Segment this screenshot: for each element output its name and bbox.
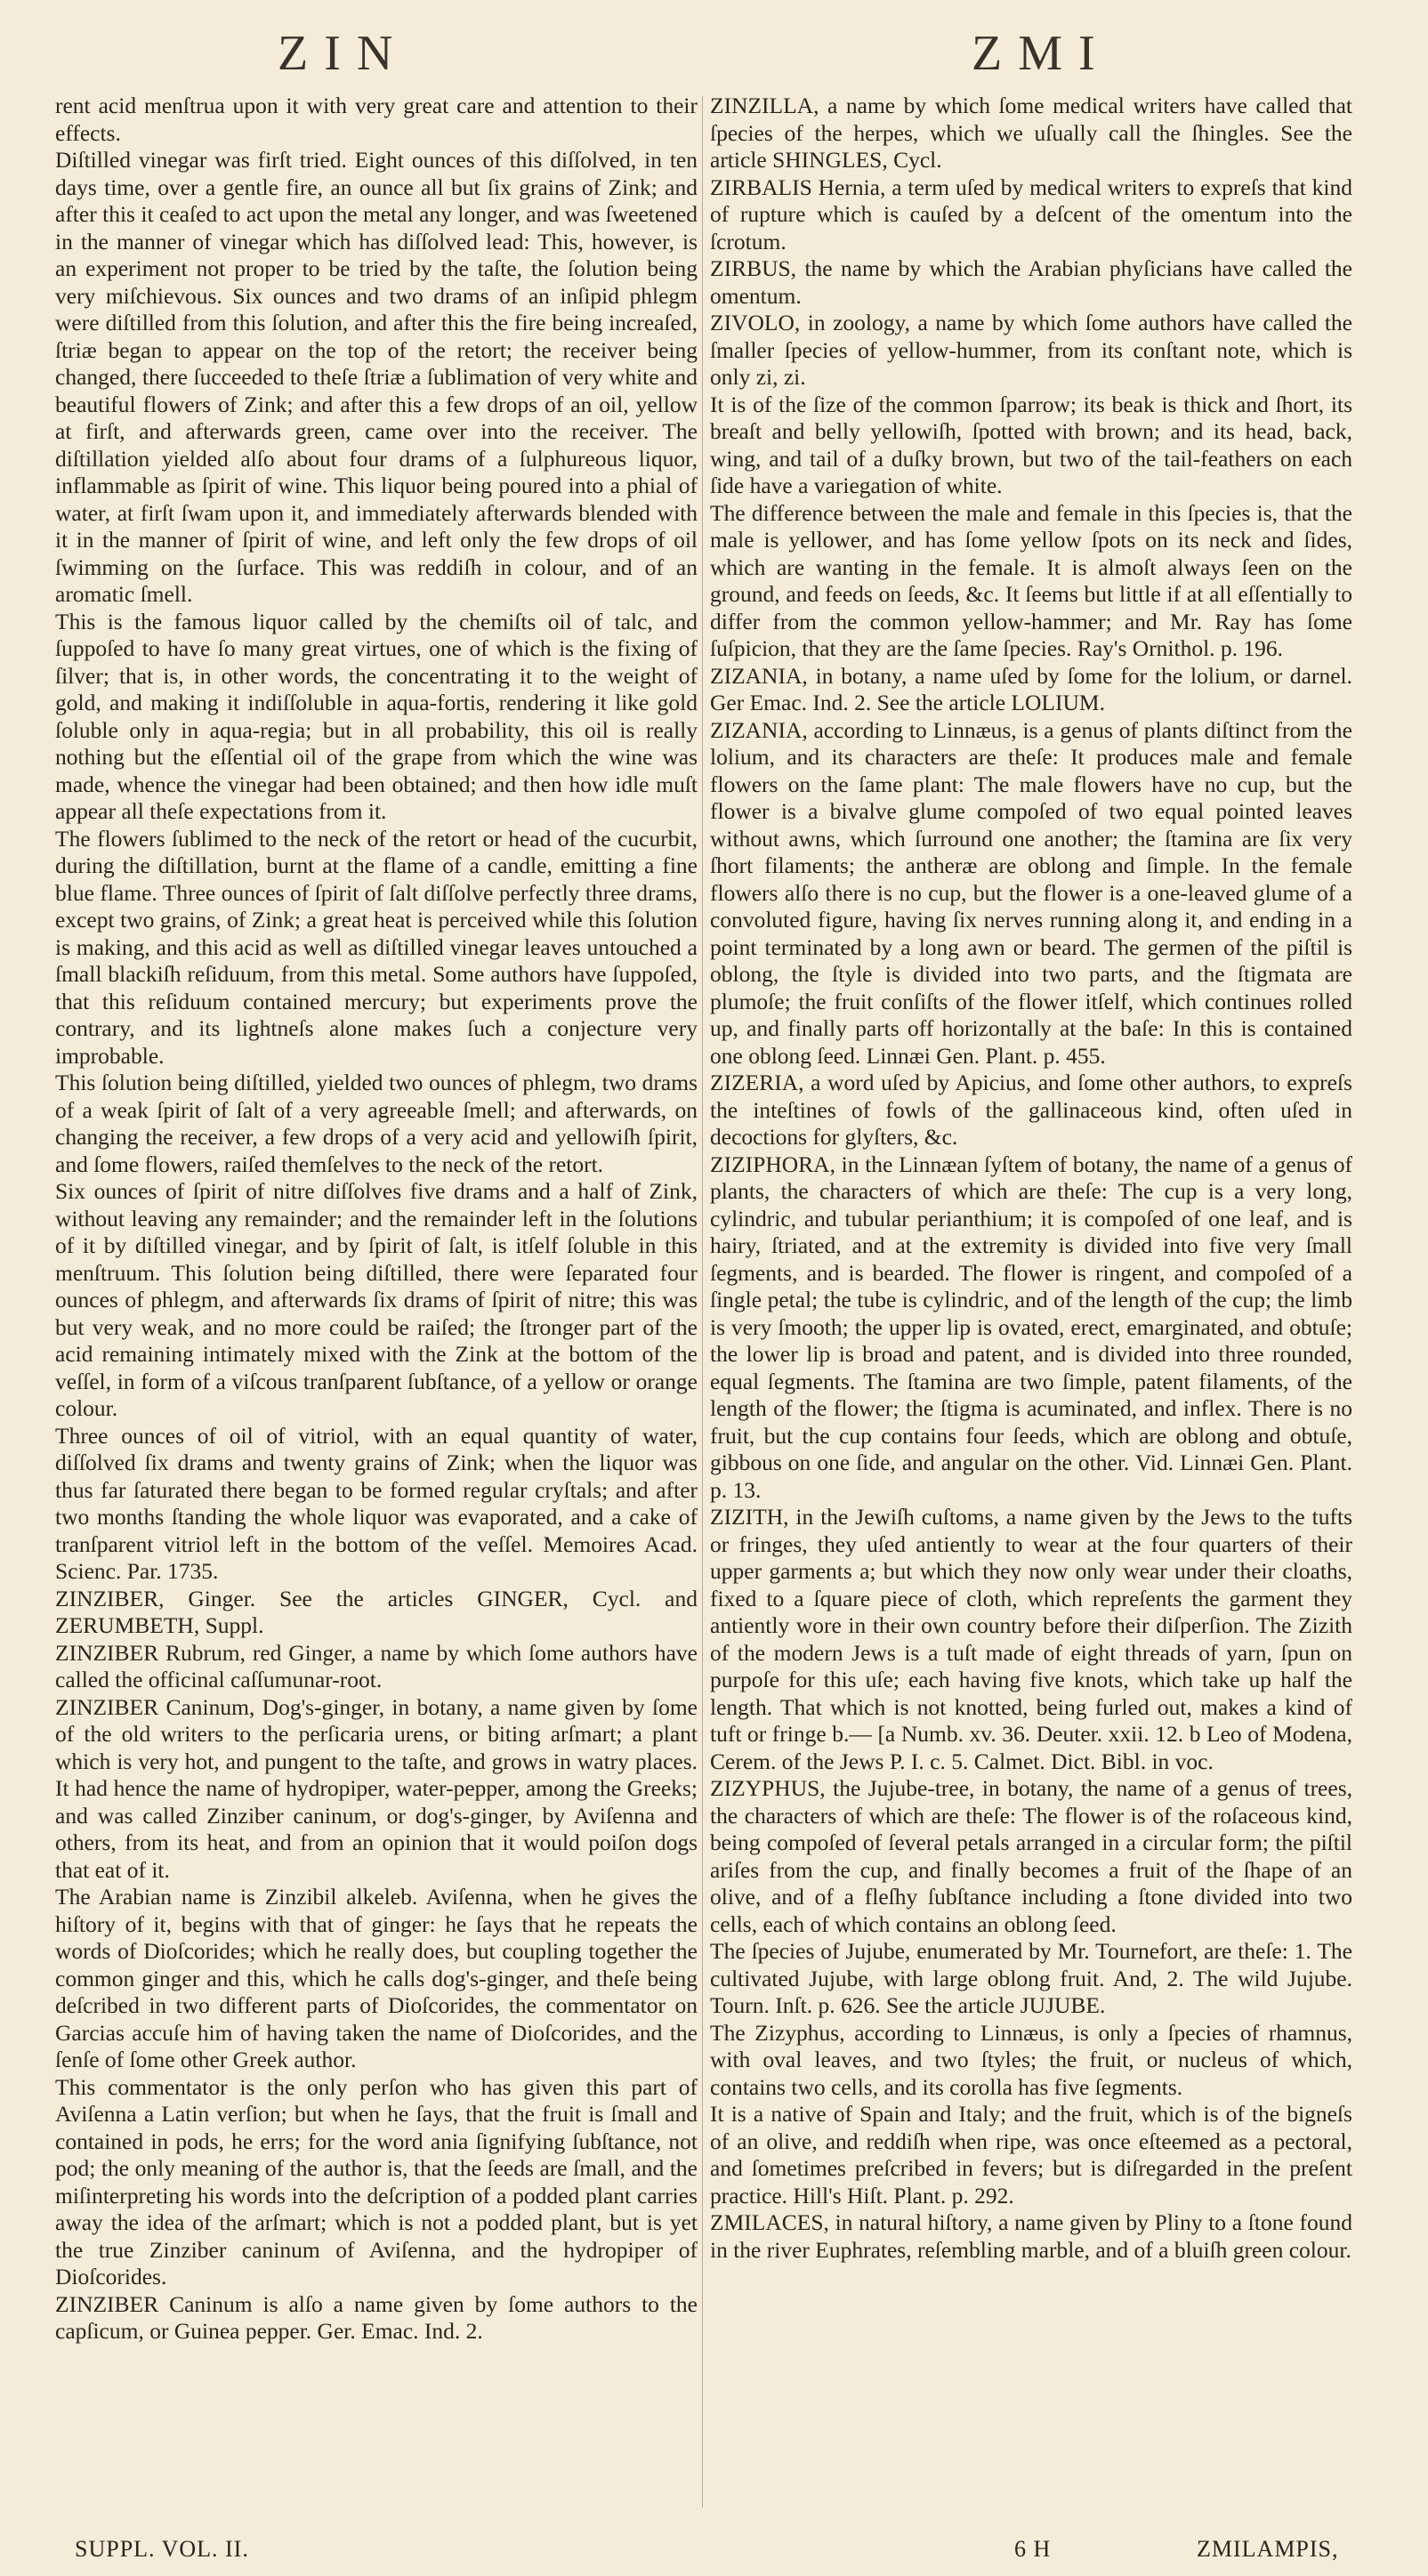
column-divider (702, 96, 703, 2507)
paragraph: This commentator is the only perſon who has given this part of Aviſenna a Latin verſion; but when he ſays, that the fruit is ſmall and contained in pods, he errs; for the word ania ſignifying ſubſtance, not pod; the only meaning of the author is, that the ſeeds are ſmall, and the miſinterpreting his words into the deſcription of a podded plant carries away the idea of the arſmart; which is not a podded plant, but is yet the true Zinziber caninum of Aviſenna, and the hydropiper of Dioſcorides. (55, 2073, 698, 2289)
entry-zirbalis: ZIRBALIS Hernia, a term uſed by medical writers to expreſs that kind of rupture which is cauſed by a deſcent of the omentum into the ſcrotum. (710, 174, 1352, 254)
entry-zirbus: ZIRBUS, the name by which the Arabian phyſicians have called the omentum. (710, 255, 1352, 309)
paragraph: The Arabian name is Zinzibil alkeleb. Aviſenna, when he gives the hiſtory of it, begins with that of ginger: he ſays that he repeats the words of Dioſcorides; which he really does, but coupling together the common ginger and this, which he calls dog's-ginger, and theſe being deſcribed in two different parts of Dioſcorides, the commentator on Garcias accuſe him of having taken the name of Dioſcorides, and the ſenſe of ſome other Greek author. (55, 1884, 698, 2072)
paragraph: This ſolution being diſtilled, yielded two ounces of phlegm, two drams of a weak ſpirit of ſalt of a very agreeable ſmell; and afterwards, on changing the receiver, a few drops of a very acid and yellowiſh ſpirit, and ſome flowers, raiſed themſelves to the neck of the retort. (55, 1070, 698, 1177)
entry-zinziber-caninum: ZINZIBER Caninum, Dog's-ginger, in botany, a name given by ſome of the old writers to the perſicaria urens, or biting arſmart; a plant which is very hot, and pungent to the taſte, and grows in watry places. It had hence the name of hydropiper, water-pepper, among the Greeks; and was called Zinziber caninum, or dog's-ginger, by Aviſenna and others, from its heat, and from an opinion that it would poiſon dogs that eat of it. (55, 1693, 698, 1883)
paragraph: Six ounces of ſpirit of nitre diſſolves five drams and a half of Zink, without leaving any remainder; and the remainder left in the ſolutions of it by diſtilled vinegar, and by ſpirit of ſalt, is itſelf ſoluble in this menſtruum. This ſolution being diſtilled, there were ſeparated four ounces of phlegm, and afterwards ſix drams of ſpirit of nitre; this was but very weak, and no more could be raiſed; the ſtronger part of the acid remaining intimately mixed with the Zink at the bottom of the veſſel, in form of a viſcous tranſparent ſubſtance, of a yellow or orange colour. (55, 1178, 698, 1421)
volume-signature: SUPPL. VOL. II. (75, 2536, 249, 2562)
entry-zizania: ZIZANIA, in botany, a name uſed by ſome for the lolium, or darnel. Ger Emac. Ind. 2. See the article LOLIUM. (710, 662, 1352, 715)
entry-zinziber-rubrum: ZINZIBER Rubrum, red Ginger, a name by which ſome authors have called the officinal caſſumunar-root. (55, 1639, 698, 1692)
running-head-left: ZIN (278, 26, 409, 81)
entry-zmilaces: ZMILACES, in natural hiſtory, a name given by Pliny to a ſtone found in the river Euphrates, reſembling marble, and of a bluiſh green colour. (710, 2209, 1352, 2263)
paragraph: It is a native of Spain and Italy; and the fruit, which is of the bigneſs of an olive, and reddiſh when ripe, was once eſteemed as a pectoral, and ſometimes preſcribed in fevers; but is diſregarded in the preſent practice. Hill's Hiſt. Plant. p. 292. (710, 2101, 1352, 2209)
entry-ziziphora: ZIZIPHORA, in the Linnæan ſyſtem of botany, the name of a genus of plants, the characters of which are theſe: The cup is a very long, cylindric, and tubular perianthium; it is compoſed of one leaf, and is hairy, ſtriated, and at the extremity is divided into five very ſmall ſegments, and is bearded. The flower is ringent, and compoſed of a ſingle petal; the tube is cylindric, and of the length of the cup; the limb is very ſmooth; the upper lip is ovated, erect, emarginated, and obtuſe; the lower lip is broad and patent, and is divided into three rounded, equal ſegments. The ſtamina are two ſimple, patent filaments, of the length of the flower; the ſtigma is acuminated, and inflex. There is no fruit, but the cup contains four ſeeds, which are oblong and obtuſe, gibbous on one ſide, and angular on the other. Vid. Linnæi Gen. Plant. p. 13. (710, 1151, 1352, 1503)
entry-zizyphus: ZIZYPHUS, the Jujube-tree, in botany, the name of a genus of trees, the characters of which are theſe: The flower is of the roſaceous kind, being compoſed of ſeveral petals arranged in a circular form; the piſtil ariſes from the cup, and finally becomes a fruit of the ſhape of an olive, and of a fleſhy ſubſtance including a ſtone divided into two cells, each of which contains an oblong ſeed. (710, 1775, 1352, 1937)
running-head-right: ZMI (972, 26, 1111, 81)
paragraph: The ſpecies of Jujube, enumerated by Mr. Tournefort, are theſe: 1. The cultivated Jujube, with large oblong fruit. And, 2. The wild Jujube. Tourn. Inſt. p. 626. See the article JUJUBE. (710, 1938, 1352, 2018)
entry-zinzilla: ZINZILLA, a name by which ſome medical writers have called that ſpecies of the herpes, which we uſually call the ſhingles. See the article SHINGLES, Cycl. (710, 93, 1352, 173)
catchword: ZMILAMPIS, (1197, 2536, 1339, 2562)
signature-mark: 6 H (1014, 2536, 1052, 2562)
paragraph: Three ounces of oil of vitriol, with an equal quantity of water, diſſolved ſix drams and twenty grains of Zink; when the liquor was thus far ſaturated there began to be formed regular cryſtals; and after two months ſtanding the whole liquor was evaporated, and a cake of tranſparent vitriol left in the bottom of the veſſel. Memoires Acad. Scienc. Par. 1735. (55, 1422, 698, 1584)
entry-zivolo: ZIVOLO, in zoology, a name by which ſome authors have called the ſmaller ſpecies of yellow-hummer, from its conſtant note, which is only zi, zi. (710, 310, 1352, 390)
paragraph: The flowers ſublimed to the neck of the retort or head of the cucurbit, during the diſtillation, burnt at the flame of a candle, emitting a fine blue flame. Three ounces of ſpirit of ſalt diſſolve perfectly three drams, except two grains, of Zink; a great heat is perceived while this ſolution is making, and this acid as well as diſtilled vinegar leaves untouched a ſmall blackiſh reſiduum, from this metal. Some authors have ſuppoſed, that this reſiduum contained mercury; but experiments prove the contrary, and its lightneſs alone makes ſuch a conjecture very improbable. (55, 825, 698, 1069)
paragraph: This is the famous liquor called by the chemiſts oil of talc, and ſuppoſed to have ſo many great virtues, one of which is the fixing of ſilver; that is, in other words, the concentrating it to the weight of gold, and making it indiſſoluble in aqua-fortis, rendering it like gold ſoluble only in aqua-regia; but in all probability, this oil is really nothing but the eſſential oil of the grape from which the wine was made, whence the vinegar had been obtained; and then how idle muſt appear all theſe expectations from it. (55, 608, 698, 824)
entry-zizania-linnaeus: ZIZANIA, according to Linnæus, is a genus of plants diſtinct from the lolium, and its characters are theſe: It produces male and female flowers on the ſame plant: The male flowers have no cup, but the flower is a bivalve glume compoſed of two equal pointed leaves without awns, which ſurround one another; the ſtamina are ſix very ſhort filaments; the antheræ are oblong and ſimple. In the female flowers alſo there is no cup, but the flower is a one-leaved glume of a convoluted figure, having ſix nerves running along it, and ending in a point terminated by a long awn or beard. The germen of the piſtil is oblong, the ſtyle is divided into two parts, and the ſtigmata are plumoſe; the fruit conſiſts of the flower itſelf, which continues rolled up, and finally parts off horizontally at the baſe: In this is contained one oblong ſeed. Linnæi Gen. Plant. p. 455. (710, 716, 1352, 1069)
paragraph: The difference between the male and female in this ſpecies is, that the male is yellower, and has ſome yellow ſpots on its neck and ſides, which are wanting in the female. It is almoſt always ſeen on the ground, and feeds on ſeeds, &c. It ſeems but little if at all eſſentially to differ from the common yellow-hammer; and Mr. Ray has ſome ſuſpicion, that they are the ſame ſpecies. Ray's Ornithol. p. 196. (710, 499, 1352, 661)
entry-zinziber-caninum-capsicum: ZINZIBER Caninum is alſo a name given by ſome authors to the capſicum, or Guinea pepper. Ger. Emac. Ind. 2. (55, 2290, 698, 2344)
paragraph: The Zizyphus, according to Linnæus, is only a ſpecies of rhamnus, with oval leaves, and two ſtyles; the fruit, or nucleus of which, contains two cells, and its corolla has five ſegments. (710, 2019, 1352, 2100)
entry-zizith: ZIZITH, in the Jewiſh cuſtoms, a name given by the Jews to the tufts or fringes, they uſed antiently to wear at the four quarters of their upper garments a; but which they now only wear under their cloaths, fixed to a ſquare piece of cloth, which repreſents the garment they antiently wore in their own country before their diſperſion. The Zizith of the modern Jews is a tuſt made of eight threads of yarn, ſpun on purpoſe for this uſe; each having five knots, which take up half the length. That which is not knotted, being furled out, makes a kind of tuft or fringe b.— [a Numb. xv. 36. Deuter. xxii. 12. b Leo of Modena, Cerem. of the Jews P. I. c. 5. Calmet. Dict. Bibl. in voc. (710, 1504, 1352, 1774)
right-column (710, 93, 1352, 2264)
paragraph: It is of the ſize of the common ſparrow; its beak is thick and ſhort, its breaſt and belly yellowiſh, ſpotted with brown; and its head, back, wing, and tail of a duſky brown, but two of the tail-feathers on each ſide have a variegation of white. (710, 391, 1352, 498)
entry-zinziber: ZINZIBER, Ginger. See the articles GINGER, Cycl. and ZERUMBETH, Suppl. (55, 1585, 698, 1638)
paragraph: rent acid menſtrua upon it with very great care and attention to their effects. (55, 93, 698, 146)
left-column (55, 93, 698, 2346)
entry-zizeria: ZIZERIA, a word uſed by Apicius, and ſome other authors, to expreſs the inteſtines of fowls of the gallinaceous kind, often uſed in decoctions for glyſters, &c. (710, 1070, 1352, 1150)
paragraph: Diſtilled vinegar was firſt tried. Eight ounces of this diſſolved, in ten days time, over a gentle fire, an ounce all but ſix grains of Zink; and after this it ceaſed to act upon the metal any longer, and was ſweetened in the manner of vinegar which has diſſolved lead: This, however, is an experiment not proper to be tried by the taſte, the ſolution being very miſchievous. Six ounces and two drams of an inſipid phlegm were diſtilled from this ſolution, and after this the fire being increaſed, ſtriæ began to appear on the top of the retort; the receiver being changed, there ſucceeded to theſe ſtriæ a ſublimation of very white and beautiful flowers of Zink; and after this a few drops of an oil, yellow at firſt, and afterwards green, came over into the receiver. The diſtillation yielded alſo about four drams of a ſulphureous liquor, inflammable as ſpirit of wine. This liquor being poured into a phial of water, at firſt ſwam upon it, and immediately afterwards blended with it in the manner of ſpirit of wine, and left only the few drops of oil ſwimming on the ſurface. This was reddiſh in colour, and of an aromatic ſmell. (55, 147, 698, 607)
